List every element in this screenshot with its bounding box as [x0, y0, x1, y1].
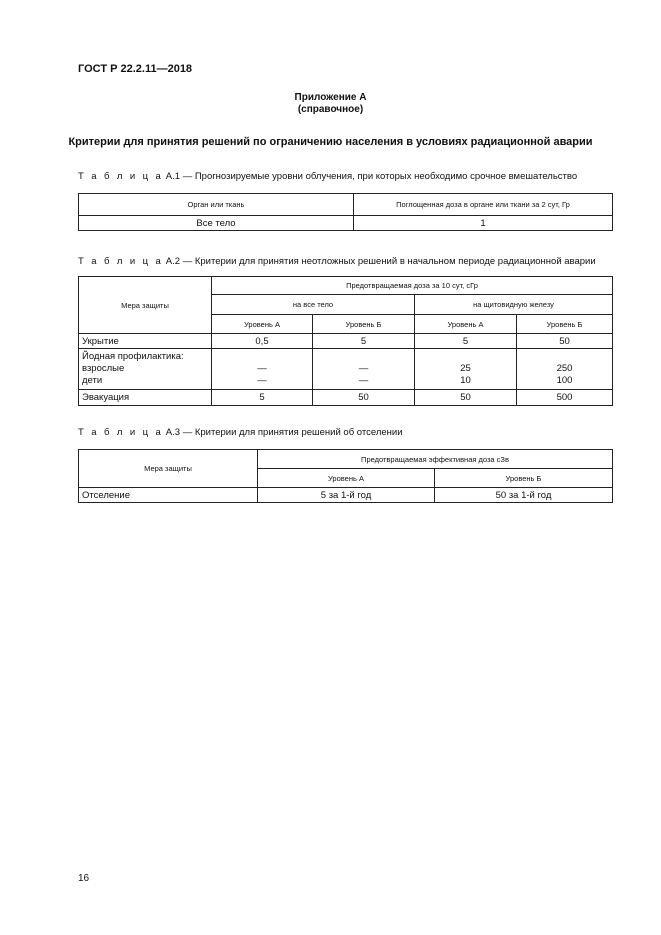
- value: —: [257, 375, 267, 386]
- table2-header-level: Уровень А: [415, 315, 517, 334]
- table2-cell-value: 50: [517, 334, 613, 349]
- table2-header-level: Уровень Б: [313, 315, 415, 334]
- table2-cell-value: 0,5: [212, 334, 313, 349]
- table2-cell-measure: Эвакуация: [79, 390, 212, 406]
- table3-header-level: Уровень А: [258, 469, 435, 488]
- children-label: дети: [82, 375, 103, 386]
- table2-header-level: Уровень А: [212, 315, 313, 334]
- value: —: [358, 363, 369, 374]
- table3-header-measure: Мера защиты: [79, 450, 258, 488]
- value: 25: [460, 363, 471, 374]
- table1-cell-organ: Все тело: [79, 216, 354, 231]
- table1-caption-text: — Прогнозируемые уровни облучения, при которых необходимо срочное вмешательство: [182, 171, 578, 182]
- table2-header-dose: Предотвращаемая доза за 10 сут, сГр: [212, 277, 613, 295]
- appendix-title: Приложение А: [294, 92, 367, 103]
- table2: [78, 276, 613, 406]
- table-row: [79, 216, 613, 231]
- table2-cell-value: 5: [415, 334, 517, 349]
- table1-caption: [78, 171, 577, 182]
- table3-header-dose: Предотвращаемая эффективная доза сЗв: [258, 450, 613, 469]
- section-title: Критерии для принятия решений по ограничению населения в условиях радиационной аварии: [68, 136, 593, 148]
- page-number: 16: [78, 873, 90, 884]
- table2-caption-prefix: Т а б л и ц а: [78, 256, 164, 267]
- value: 10: [460, 375, 471, 386]
- table1-header-organ: Орган или ткань: [79, 194, 354, 216]
- adults-label: взрослые: [82, 363, 125, 374]
- value: 250: [556, 363, 573, 374]
- table3-caption: [78, 427, 403, 438]
- table2-caption: [78, 256, 596, 267]
- table-row: [79, 488, 613, 503]
- table3-cell-value: 50 за 1-й год: [435, 488, 613, 503]
- table3-header-level: Уровень Б: [435, 469, 613, 488]
- table2-cell-value: 50: [313, 390, 415, 406]
- table2-cell-measure: Укрытие: [79, 334, 212, 349]
- table3-cell-value: 5 за 1-й год: [258, 488, 435, 503]
- table2-header-measure: Мера защиты: [79, 277, 212, 334]
- table2-cell-value: 5: [313, 334, 415, 349]
- table2-cell-value: 50: [415, 390, 517, 406]
- table2-caption-number: А.2: [165, 256, 181, 267]
- table2-header-whole-body: на все тело: [212, 295, 415, 315]
- table1-caption-number: А.1: [165, 171, 181, 182]
- table2-header-thyroid: на щитовидную железу: [415, 295, 613, 315]
- table3-caption-number: А.3: [165, 427, 181, 438]
- table-row: [79, 334, 613, 349]
- table-row: [79, 349, 613, 390]
- table-row: [79, 390, 613, 406]
- table1-header-dose: Поглощенная доза в органе или ткани за 2 сут, Гр: [354, 194, 613, 216]
- table1-caption-prefix: Т а б л и ц а: [78, 171, 164, 182]
- document-id: ГОСТ Р 22.2.11—2018: [78, 63, 193, 75]
- value: 100: [556, 375, 573, 386]
- table2-caption-text: — Критерии для принятия неотложных решений в начальном периоде радиационной аварии: [182, 256, 596, 267]
- table2-cell-value: [212, 349, 313, 390]
- table3-cell-measure: Отселение: [79, 488, 258, 503]
- table2-cell-value: [313, 349, 415, 390]
- table2-cell-measure: [79, 349, 212, 390]
- table2-header-level: Уровень Б: [517, 315, 613, 334]
- table2-cell-value: 500: [517, 390, 613, 406]
- table3: [78, 449, 613, 503]
- iodine-prophylaxis-label: Йодная профилактика:: [82, 351, 184, 362]
- table1-cell-dose: 1: [354, 216, 613, 231]
- table2-cell-value: 5: [212, 390, 313, 406]
- value: —: [358, 375, 369, 386]
- table1: [78, 193, 613, 231]
- table3-caption-prefix: Т а б л и ц а: [78, 427, 164, 438]
- table3-caption-text: — Критерии для принятия решений об отселении: [182, 427, 403, 438]
- value: —: [257, 363, 267, 374]
- appendix-subtitle: (справочное): [297, 104, 364, 115]
- table2-cell-value: [517, 349, 613, 390]
- table2-cell-value: [415, 349, 517, 390]
